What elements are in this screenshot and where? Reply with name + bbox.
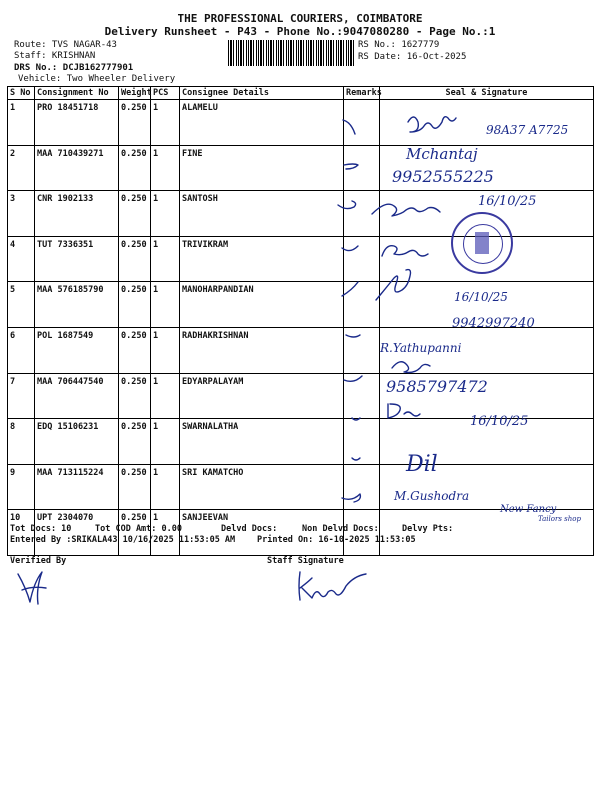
- delivery-points: Delvy Pts:: [402, 524, 454, 534]
- cell-weight: 0.250: [119, 373, 151, 419]
- staff-text: Staff: KRISHNAN: [14, 51, 96, 61]
- cell-pcs: 1: [151, 145, 180, 191]
- row6-phone: 9942997240: [452, 316, 535, 331]
- seal-stamp: [451, 212, 513, 274]
- col-header-consignee: Consignee Details: [180, 87, 344, 100]
- row5-date: 16/10/25: [454, 290, 508, 304]
- cell-consignment: POL 1687549: [35, 327, 119, 373]
- cell-consignment: CNR 1902133: [35, 191, 119, 237]
- row8-signature: [388, 404, 420, 418]
- row7-name: R.Yathupanni: [380, 341, 462, 355]
- cell-pcs: 1: [151, 373, 180, 419]
- vehicle-text: Vehicle: Two Wheeler Delivery: [18, 74, 176, 84]
- cell-sno: 6: [8, 327, 35, 373]
- cell-pcs: 1: [151, 236, 180, 282]
- cell-sno: 9: [8, 464, 35, 510]
- cell-sno: 8: [8, 419, 35, 465]
- cell-sno: 5: [8, 282, 35, 328]
- remark-tick-mark: [342, 494, 360, 502]
- row2-name: Mchantaj: [406, 145, 478, 163]
- entered-by: Entered By :SRIKALA43 10/16/2025 11:53:05 AM: [10, 535, 236, 545]
- cell-weight: 0.250: [119, 464, 151, 510]
- printed-on: Printed On: 16-10-2025 11:53:05: [257, 535, 416, 545]
- row10-shop-line2: Tailors shop: [538, 515, 581, 523]
- cell-consignee: RADHAKRISHNAN: [180, 327, 344, 373]
- remark-tick-mark: [344, 164, 358, 169]
- row10-shop: New Fancy: [500, 504, 557, 515]
- cell-consignee: SWARNALATHA: [180, 419, 344, 465]
- remark-tick-mark: [343, 120, 355, 134]
- cell-consignment: MAA 710439271: [35, 145, 119, 191]
- cell-sno: 1: [8, 100, 35, 146]
- cell-consignee: SRI KAMATCHO: [180, 464, 344, 510]
- cell-weight: 0.250: [119, 145, 151, 191]
- cell-weight: 0.250: [119, 282, 151, 328]
- cell-sno: 10: [8, 510, 35, 556]
- row10-name: M.Gushodra: [394, 489, 470, 503]
- row9-signature: Dil: [406, 452, 438, 477]
- cell-consignee: EDYARPALAYAM: [180, 373, 344, 419]
- cell-weight: 0.250: [119, 327, 151, 373]
- cell-consignment: TUT 7336351: [35, 236, 119, 282]
- cell-pcs: 1: [151, 100, 180, 146]
- rs-date: RS Date: 16-Oct-2025: [358, 52, 467, 62]
- route-text: Route: TVS NAGAR-43: [14, 40, 117, 50]
- cell-weight: 0.250: [119, 100, 151, 146]
- remark-tick-mark: [352, 418, 360, 420]
- cell-pcs: 1: [151, 327, 180, 373]
- cell-pcs: 1: [151, 282, 180, 328]
- rs-number: RS No.: 1627779: [358, 40, 440, 50]
- cell-weight: 0.250: [119, 236, 151, 282]
- cell-pcs: 1: [151, 510, 180, 556]
- row7-signature: [392, 362, 430, 373]
- remark-tick-mark: [342, 246, 358, 251]
- cell-weight: 0.250: [119, 191, 151, 237]
- row1-phone: 98A37 A7725: [486, 123, 569, 137]
- cell-weight: 0.250: [119, 510, 151, 556]
- remark-tick-mark: [342, 282, 358, 296]
- remark-tick-mark: [344, 376, 362, 381]
- cell-sno: 2: [8, 145, 35, 191]
- row7-phone: 9585797472: [386, 377, 488, 396]
- cell-consignee: SANJEEVAN: [180, 510, 344, 556]
- total-docs: Tot Docs: 10: [10, 524, 72, 534]
- cell-sno: 7: [8, 373, 35, 419]
- cell-pcs: 1: [151, 191, 180, 237]
- verified-by-label: Verified By: [10, 556, 67, 566]
- row4-signature: [382, 246, 428, 256]
- cell-pcs: 1: [151, 464, 180, 510]
- row1-signature: [408, 117, 456, 132]
- delivered-docs: Delvd Docs:: [221, 524, 278, 534]
- remark-tick-mark: [352, 458, 360, 460]
- row3-date: 16/10/25: [478, 194, 537, 209]
- col-header-seal-signature: Seal & Signature: [380, 87, 594, 100]
- non-delivered-docs: Non Delvd Docs:: [302, 524, 379, 534]
- cell-consignee: TRIVIKRAM: [180, 236, 344, 282]
- cell-weight: 0.250: [119, 419, 151, 465]
- staff-signature: [299, 572, 366, 600]
- cell-consignee: FINE: [180, 145, 344, 191]
- cell-consignment: MAA 576185790: [35, 282, 119, 328]
- staff-signature-label: Staff Signature: [267, 556, 344, 566]
- cell-sno: 4: [8, 236, 35, 282]
- cell-consignee: MANOHARPANDIAN: [180, 282, 344, 328]
- cell-consignee: SANTOSH: [180, 191, 344, 237]
- cell-consignment: MAA 706447540: [35, 373, 119, 419]
- row8-date: 16/10/25: [470, 414, 529, 429]
- company-title: THE PROFESSIONAL COURIERS, COIMBATORE: [177, 12, 423, 25]
- remark-tick-mark: [338, 201, 356, 209]
- cell-pcs: 1: [151, 419, 180, 465]
- cell-consignee: ALAMELU: [180, 100, 344, 146]
- total-cod-amount: Tot COD Amt: 0.00: [95, 524, 182, 534]
- cell-consignment: PRO 18451718: [35, 100, 119, 146]
- drs-label: DRS No.:: [14, 63, 58, 73]
- drs-value: DCJB162777901: [62, 63, 134, 73]
- verifier-signature: [18, 572, 46, 604]
- row3-signature: [372, 204, 440, 216]
- runsheet-subtitle: Delivery Runsheet - P43 - Phone No.:9047080280 - Page No.:1: [104, 25, 496, 38]
- cell-consignment: EDQ 15106231: [35, 419, 119, 465]
- cell-sno: 3: [8, 191, 35, 237]
- row5-signature: [376, 270, 411, 300]
- col-header-weight: Weight: [119, 87, 151, 100]
- row2-phone: 9952555225: [392, 167, 494, 186]
- remark-tick-mark: [346, 335, 360, 337]
- cell-consignment: UPT 2304070: [35, 510, 119, 556]
- seal-stamp-emblem: [475, 232, 489, 254]
- col-header-pcs: PCS: [151, 87, 180, 100]
- cell-consignment: MAA 713115224: [35, 464, 119, 510]
- col-header-remarks: Remarks: [344, 87, 380, 100]
- col-header-consignment: Consignment No: [35, 87, 119, 100]
- col-header-sno: S No: [8, 87, 35, 100]
